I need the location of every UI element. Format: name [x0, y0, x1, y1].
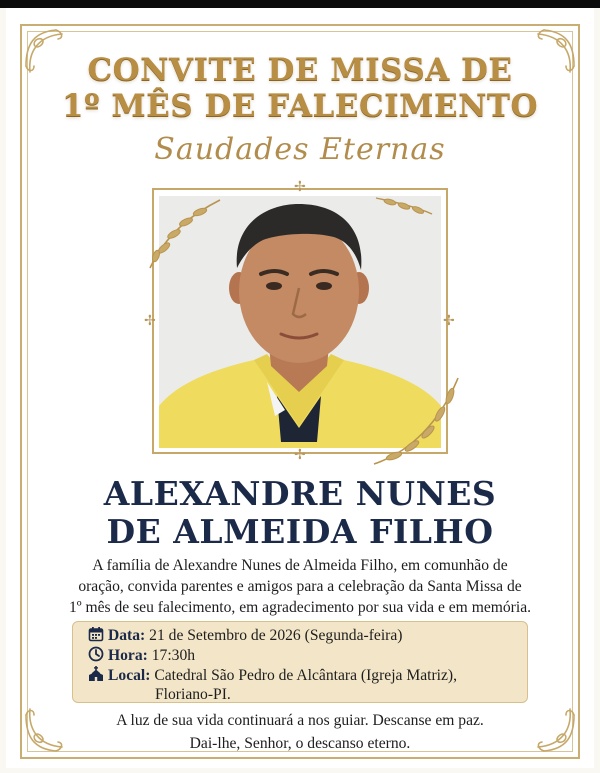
place-value-city: Floriano-PI.: [155, 686, 231, 703]
laurel-branch-icon: [370, 372, 466, 468]
invitation-paragraph: [36, 555, 564, 618]
deceased-name-line2: DE ALMEIDA FILHO: [106, 512, 494, 551]
time-row: [88, 646, 195, 665]
place-value: Catedral São Pedro de Alcântara (Igreja Matriz),: [150, 667, 457, 684]
subtitle-saudades: Saudades Eternas: [154, 132, 446, 167]
closing-line2: Dai-lhe, Senhor, o descanso eterno.: [189, 735, 411, 752]
place-row: [88, 666, 457, 685]
clock-icon: [88, 646, 104, 662]
date-value: 21 de Setembro de 2026 (Segunda-feira): [145, 627, 403, 644]
cross-icon: ✢: [144, 313, 156, 329]
cross-icon: ✢: [443, 313, 455, 329]
church-icon: [88, 666, 104, 682]
invitation-line: oração, convida parentes e amigos para a celebração da Santa Missa de: [78, 578, 522, 595]
deceased-name-line1: ALEXANDRE NUNES: [103, 474, 497, 513]
invitation-line: A família de Alexandre Nunes de Almeida Filho, em comunhão de: [92, 557, 508, 574]
invitation-title-line2: 1º MÊS DE FALECIMENTO: [62, 88, 538, 124]
time-value: 17:30h: [147, 647, 196, 664]
laurel-branch-icon: [144, 192, 224, 272]
invitation-line: 1º mês de seu falecimento, em agradecimento por sua vida e em memória.: [68, 599, 532, 616]
top-dark-bar: [0, 0, 600, 8]
cross-icon: ✢: [294, 179, 306, 195]
time-label: Hora:: [108, 647, 148, 664]
closing-line1: A luz de sua vida continuará a nos guiar. Descanse em paz.: [116, 712, 484, 729]
laurel-branch-icon: [374, 192, 434, 222]
date-row: [88, 626, 402, 645]
date-label: Data:: [108, 627, 146, 644]
cross-icon: ✢: [294, 447, 306, 463]
place-row-continued: [155, 686, 231, 704]
calendar-icon: [88, 626, 104, 642]
place-label: Local:: [108, 667, 151, 684]
invitation-title-line1: CONVITE DE MISSA DE: [87, 52, 513, 88]
